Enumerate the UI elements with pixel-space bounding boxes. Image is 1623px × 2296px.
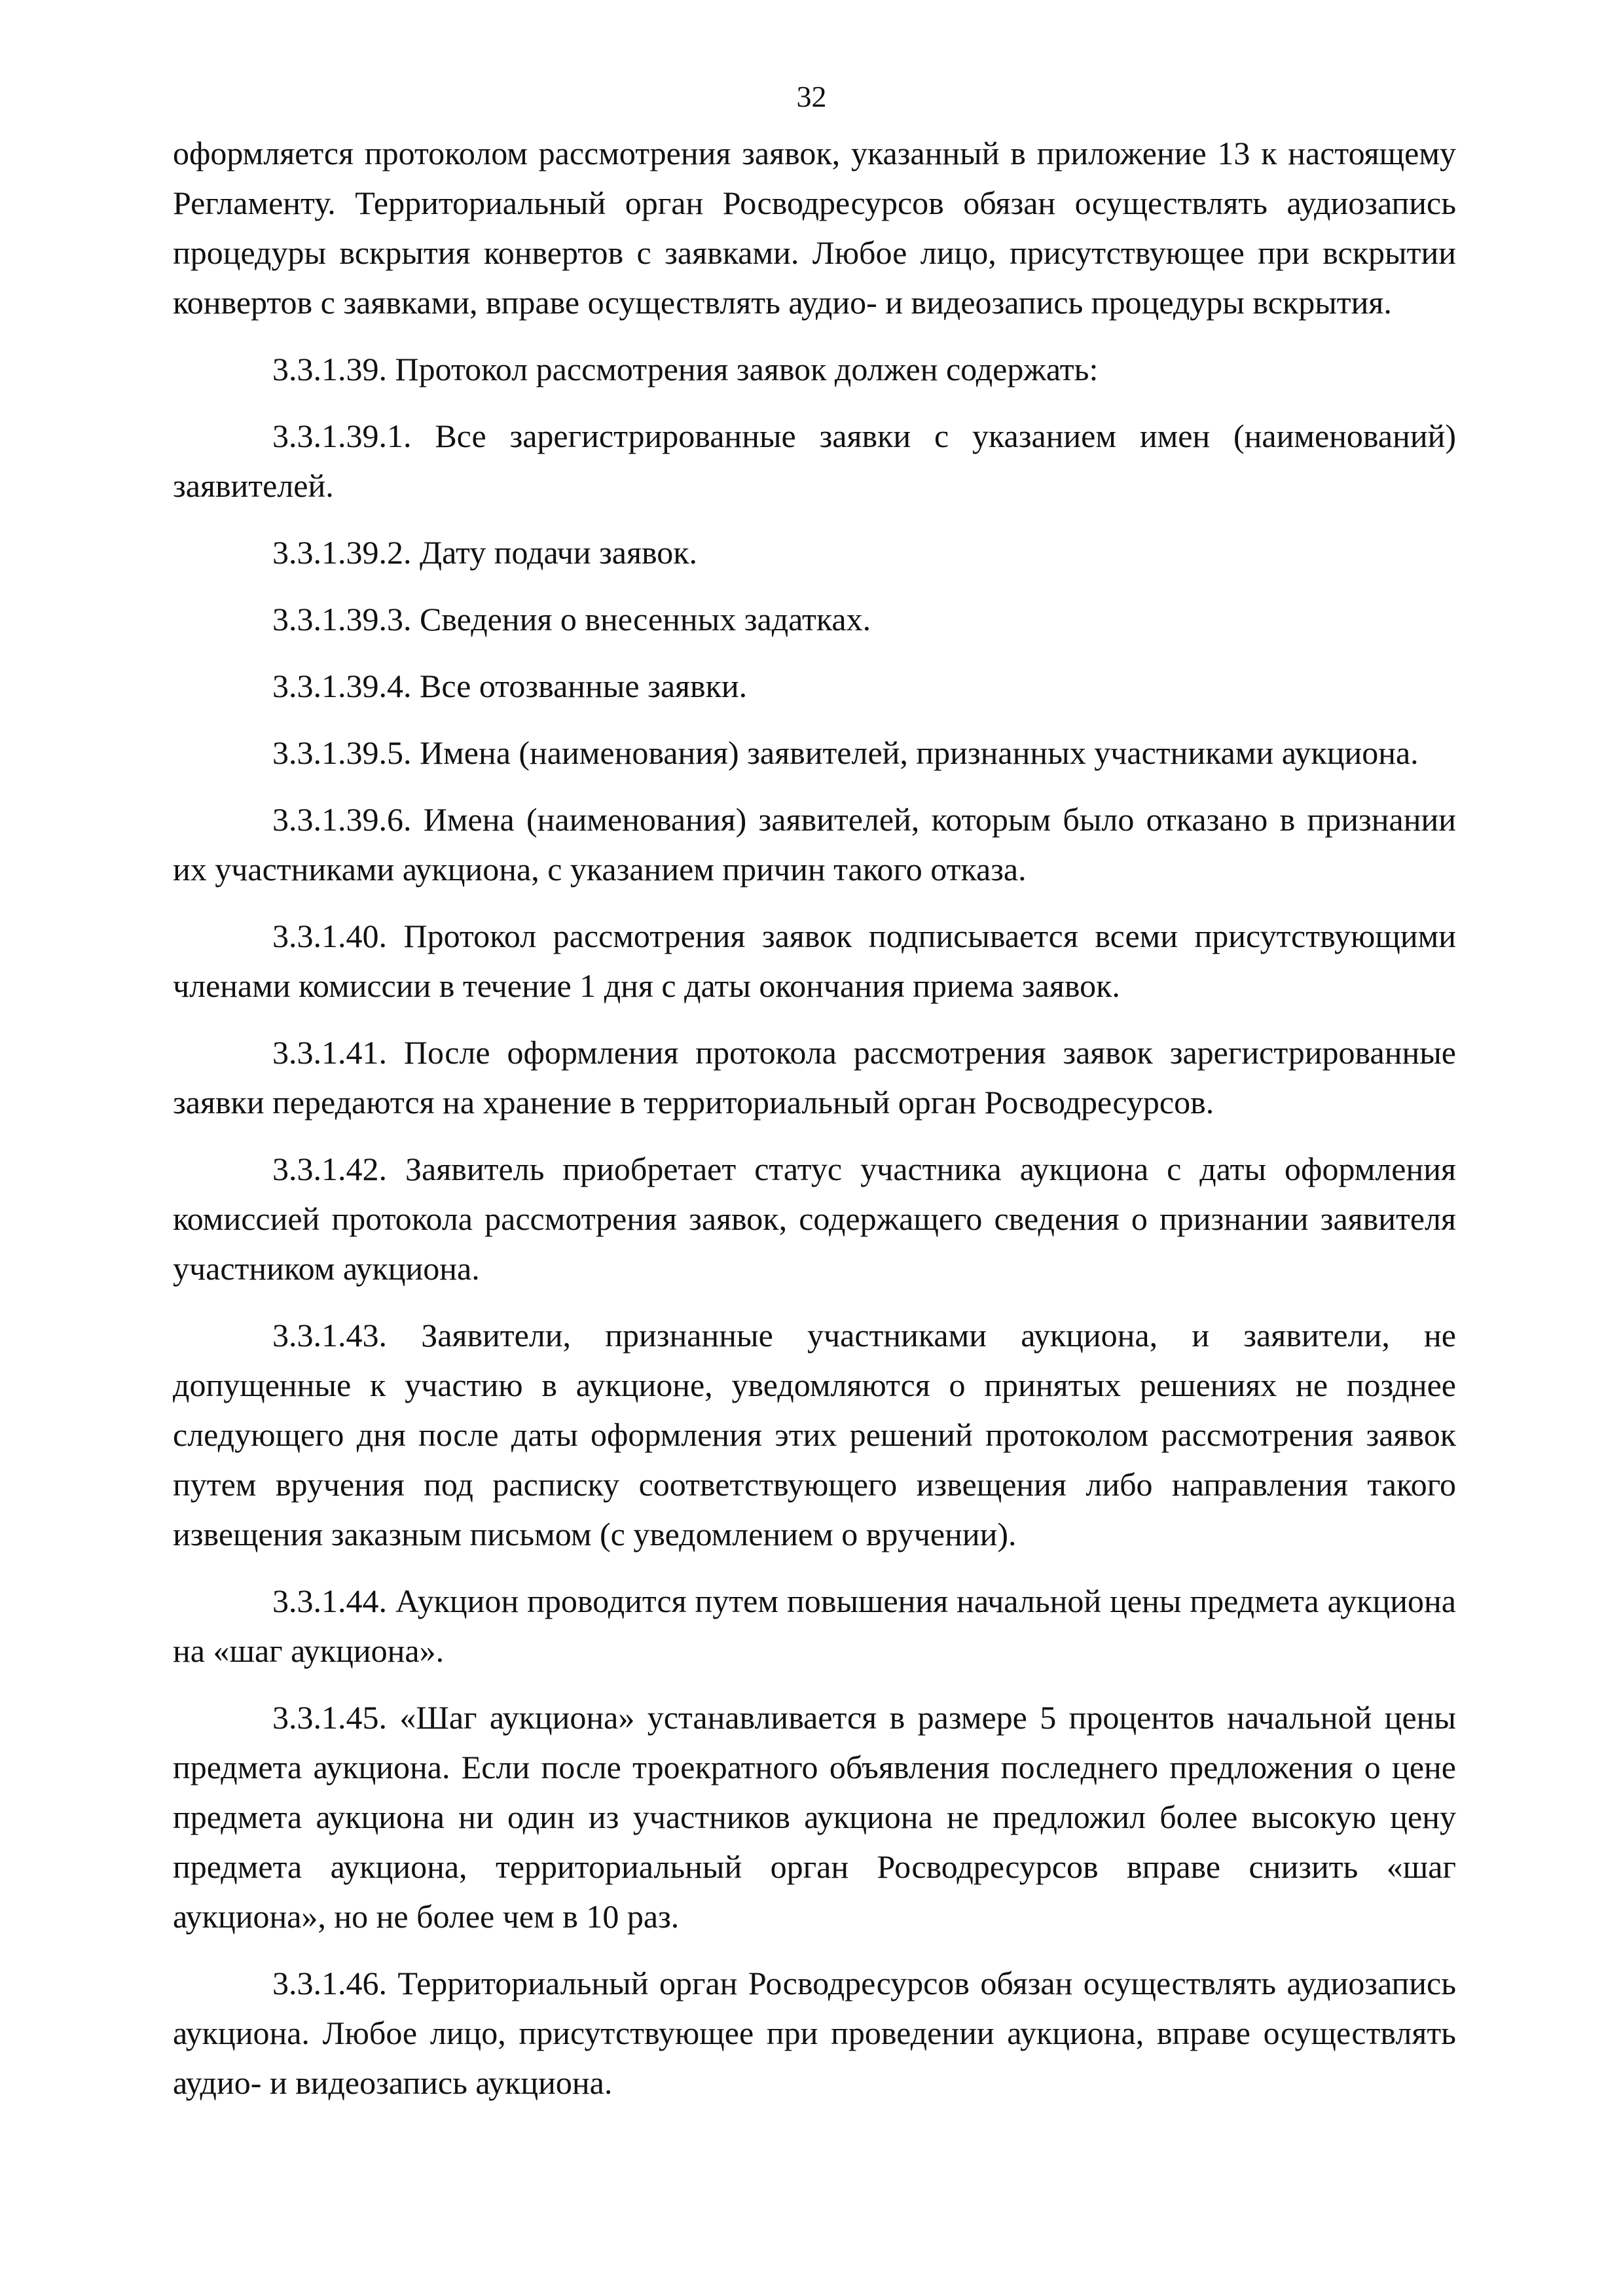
paragraph-3-3-1-39: 3.3.1.39. Протокол рассмотрения заявок должен содержать: [272,351,1099,387]
paragraph-3-3-1-43: 3.3.1.43. Заявители, признанные участниками аукциона, и заявители, не допущенные к участию в аукционе, уведомляются о принятых решениях не позднее следующего дня после даты оформления этих решений протоколом рассмотрения заявок путем вручения под расписку соответствующего извещения либо направления такого извещения заказным письмом (с уведомлением о вручении). [173,1317,1456,1552]
paragraph-3-3-1-39-2: 3.3.1.39.2. Дату подачи заявок. [272,534,698,571]
paragraph-3-3-1-44: 3.3.1.44. Аукцион проводится путем повышения начальной цены предмета аукциона на «шаг аукциона». [173,1583,1456,1669]
paragraph-3-3-1-39-3: 3.3.1.39.3. Сведения о внесенных задатках. [272,601,871,637]
paragraph-3-3-1-39-4: 3.3.1.39.4. Все отозванные заявки. [272,668,748,704]
paragraph-3-3-1-39-5: 3.3.1.39.5. Имена (наименования) заявителей, признанных участниками аукциона. [272,734,1419,771]
paragraph-3-3-1-45: 3.3.1.45. «Шаг аукциона» устанавливается в размере 5 процентов начальной цены предмета аукциона. Если после троекратного объявления последнего предложения о цене предмета аукциона ни один из участников аукциона не предложил более высокую цену предмета аукциона, территориальный орган Росводресурсов вправе снизить «шаг аукциона», но не более чем в 10 раз. [173,1699,1456,1935]
paragraph-3-3-1-41: 3.3.1.41. После оформления протокола рассмотрения заявок зарегистрированные заявки передаются на хранение в территориальный орган Росводресурсов. [173,1034,1456,1121]
paragraph-continuation: оформляется протоколом рассмотрения заявок, указанный в приложение 13 к настоящему Регламенту. Территориальный орган Росводресурсов обязан осуществлять аудиозапись процедуры вскрытия конвертов с заявками. Любое лицо, присутствующее при вскрытии конвертов с заявками, вправе осуществлять аудио- и видеозапись процедуры вскрытия. [173,135,1456,321]
page-number: 32 [796,80,827,113]
paragraph-3-3-1-42: 3.3.1.42. Заявитель приобретает статус участника аукциона с даты оформления комиссией протокола рассмотрения заявок, содержащего сведения о признании заявителя участником аукциона. [173,1151,1456,1287]
paragraph-3-3-1-39-6: 3.3.1.39.6. Имена (наименования) заявителей, которым было отказано в признании их участниками аукциона, с указанием причин такого отказа. [173,801,1456,888]
document-body [173,128,1456,2125]
paragraph-3-3-1-40: 3.3.1.40. Протокол рассмотрения заявок подписывается всеми присутствующими членами комиссии в течение 1 дня с даты окончания приема заявок. [173,918,1456,1004]
paragraph-3-3-1-46: 3.3.1.46. Территориальный орган Росводресурсов обязан осуществлять аудиозапись аукциона. Любое лицо, присутствующее при проведении аукциона, вправе осуществлять аудио- и видеозапись аукциона. [173,1965,1456,2101]
paragraph-3-3-1-39-1: 3.3.1.39.1. Все зарегистрированные заявки с указанием имен (наименований) заявителей. [173,418,1456,504]
